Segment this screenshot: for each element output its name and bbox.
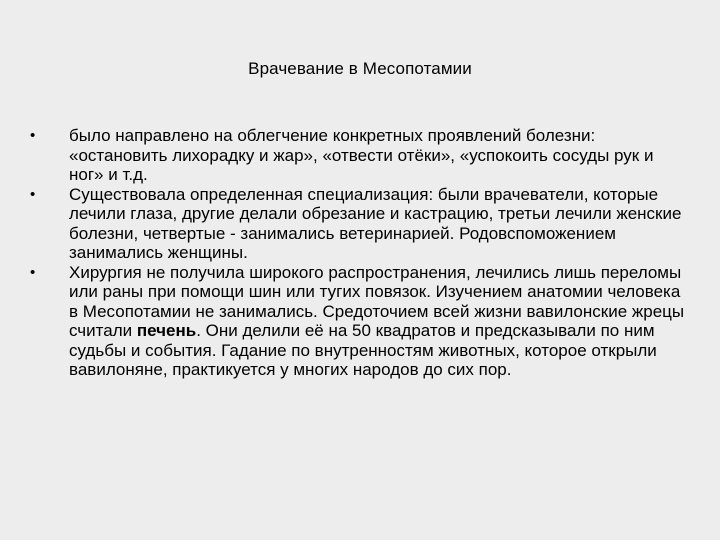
bullet-list bbox=[30, 126, 690, 380]
bullet-marker: • bbox=[30, 127, 36, 144]
bullet-text: Существовала определенная специализация: были врачеватели, которые лечили глаза, другие делали обрезание и кастрацию, третьи лечили женские болезни, четвертые - занимались ветеринарией. Родовспоможением занимались женщины. bbox=[69, 184, 682, 262]
bullet-text: было направлено на облегчение конкретных проявлений болезни: «остановить лихорадку и жар», «отвести отёки», «успокоить сосуды рук и ног» и т.д. bbox=[69, 126, 654, 184]
bullet-text-part: Хирургия не получила широкого распространения, лечились лишь переломы или раны при помощи шин или тугих повязок. Изучением анатомии человека в Месопотамии не занимались. Средоточием всей жизни вавилонские жрецы считали bbox=[69, 262, 685, 340]
bullet-marker: • bbox=[30, 185, 36, 203]
slide-title: Врачевание в Месопотамии bbox=[248, 59, 472, 78]
bullet-text-part: . Они делили её на 50 квадратов и предсказывали по ним судьбы и события. Гадание по внутренностям животных, которое открыли вавилоняне, практикуется у многих народов до сих пор. bbox=[69, 321, 657, 379]
bullet-marker: • bbox=[30, 263, 36, 281]
bullet-item-1 bbox=[30, 126, 690, 185]
bullet-item-2 bbox=[30, 185, 690, 263]
bullet-item-3 bbox=[30, 263, 690, 380]
bullet-emphasis-liver: печень bbox=[136, 321, 197, 340]
bullet-text bbox=[69, 263, 684, 380]
